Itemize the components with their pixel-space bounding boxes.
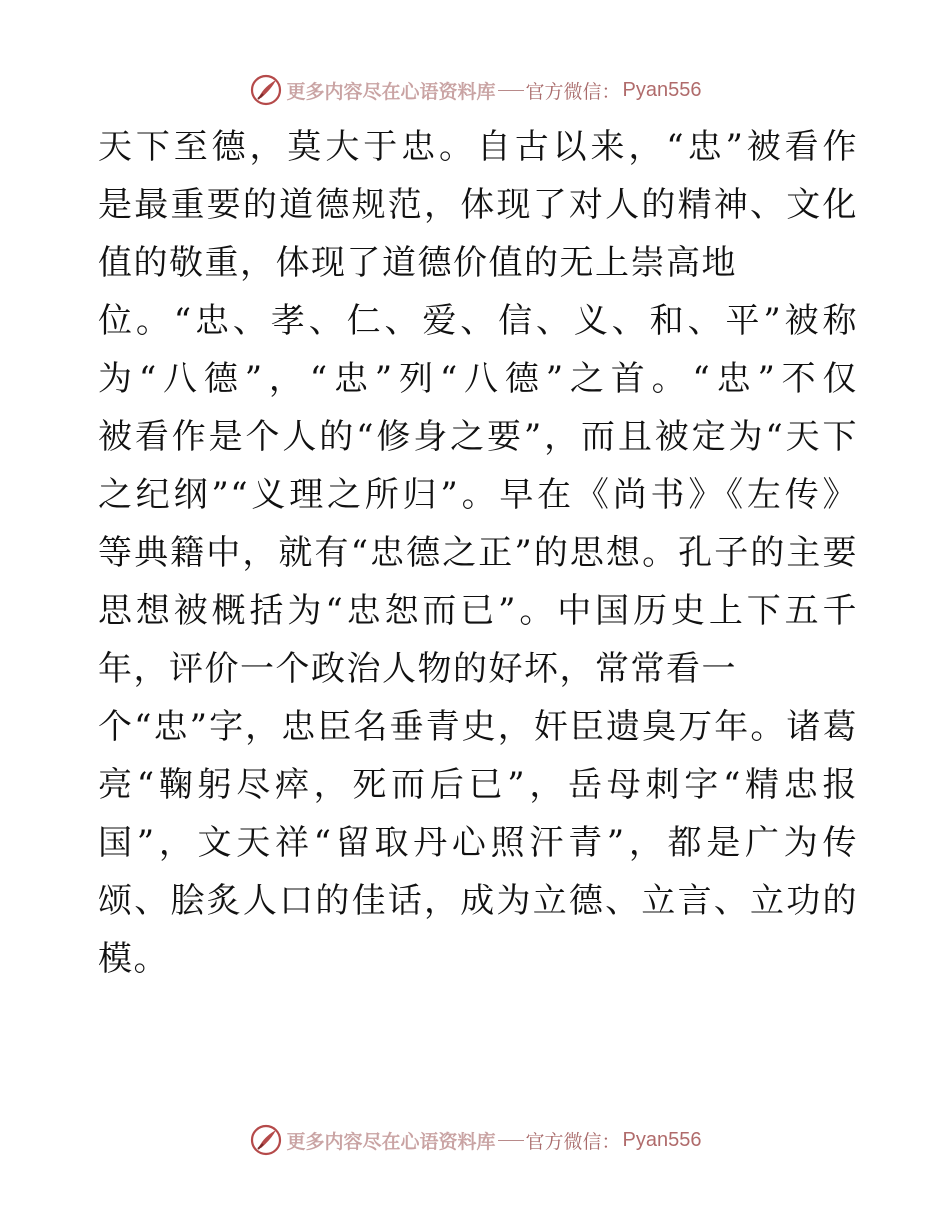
watermark-dash	[498, 1140, 524, 1141]
paragraph-line: 国”，文天祥“留取丹心照汗青”，都是广为传	[98, 823, 858, 863]
paragraph-line: 是最重要的道德规范，体现了对人的精神、文化	[98, 185, 858, 225]
watermark-wechat-id: Pyan556	[622, 1128, 702, 1151]
paragraph-line: 年，评价一个政治人物的好坏，常常看一	[98, 649, 737, 689]
paragraph-line: 被看作是个人的“修身之要”，而且被定为“天下	[98, 417, 858, 457]
paragraph-line: 个“忠”字，忠臣名垂青史，奸臣遗臭万年。诸葛	[98, 707, 858, 747]
footer-watermark	[0, 1118, 950, 1162]
watermark-dash	[498, 90, 524, 91]
document-body	[98, 118, 858, 988]
feather-seal-icon	[249, 1123, 283, 1157]
feather-seal-icon	[249, 73, 283, 107]
paragraph-line: 为“八德”，“忠”列“八德”之首。“忠”不仅	[98, 359, 858, 399]
paragraph-line: 天下至德，莫大于忠。自古以来，“忠”被看作	[98, 127, 858, 167]
paragraph-line: 位。“忠、孝、仁、爱、信、义、和、平”被称	[98, 301, 858, 341]
paragraph-line: 值的敬重，体现了道德价值的无上崇高地	[98, 243, 737, 283]
watermark-text: 更多内容尽在心语资料库	[286, 1130, 496, 1153]
watermark-wechat-id: Pyan556	[622, 78, 702, 101]
paragraph-line: 思想被概括为“忠恕而已”。中国历史上下五千	[98, 591, 858, 631]
paragraph-line: 模。	[98, 939, 169, 979]
paragraph-line: 颂、脍炙人口的佳话，成为立德、立言、立功的	[98, 881, 858, 921]
header-watermark	[0, 68, 950, 112]
watermark-wechat-label: 官方微信：	[525, 1130, 621, 1153]
paragraph-line: 亮“鞠躬尽瘁，死而后已”，岳母刺字“精忠报	[98, 765, 858, 805]
paragraph-line: 之纪纲”“义理之所归”。早在《尚书》《左传》	[98, 475, 858, 515]
paragraph-line: 等典籍中，就有“忠德之正”的思想。孔子的主要	[98, 533, 858, 573]
watermark-text: 更多内容尽在心语资料库	[286, 80, 496, 103]
watermark-wechat-label: 官方微信：	[525, 80, 621, 103]
